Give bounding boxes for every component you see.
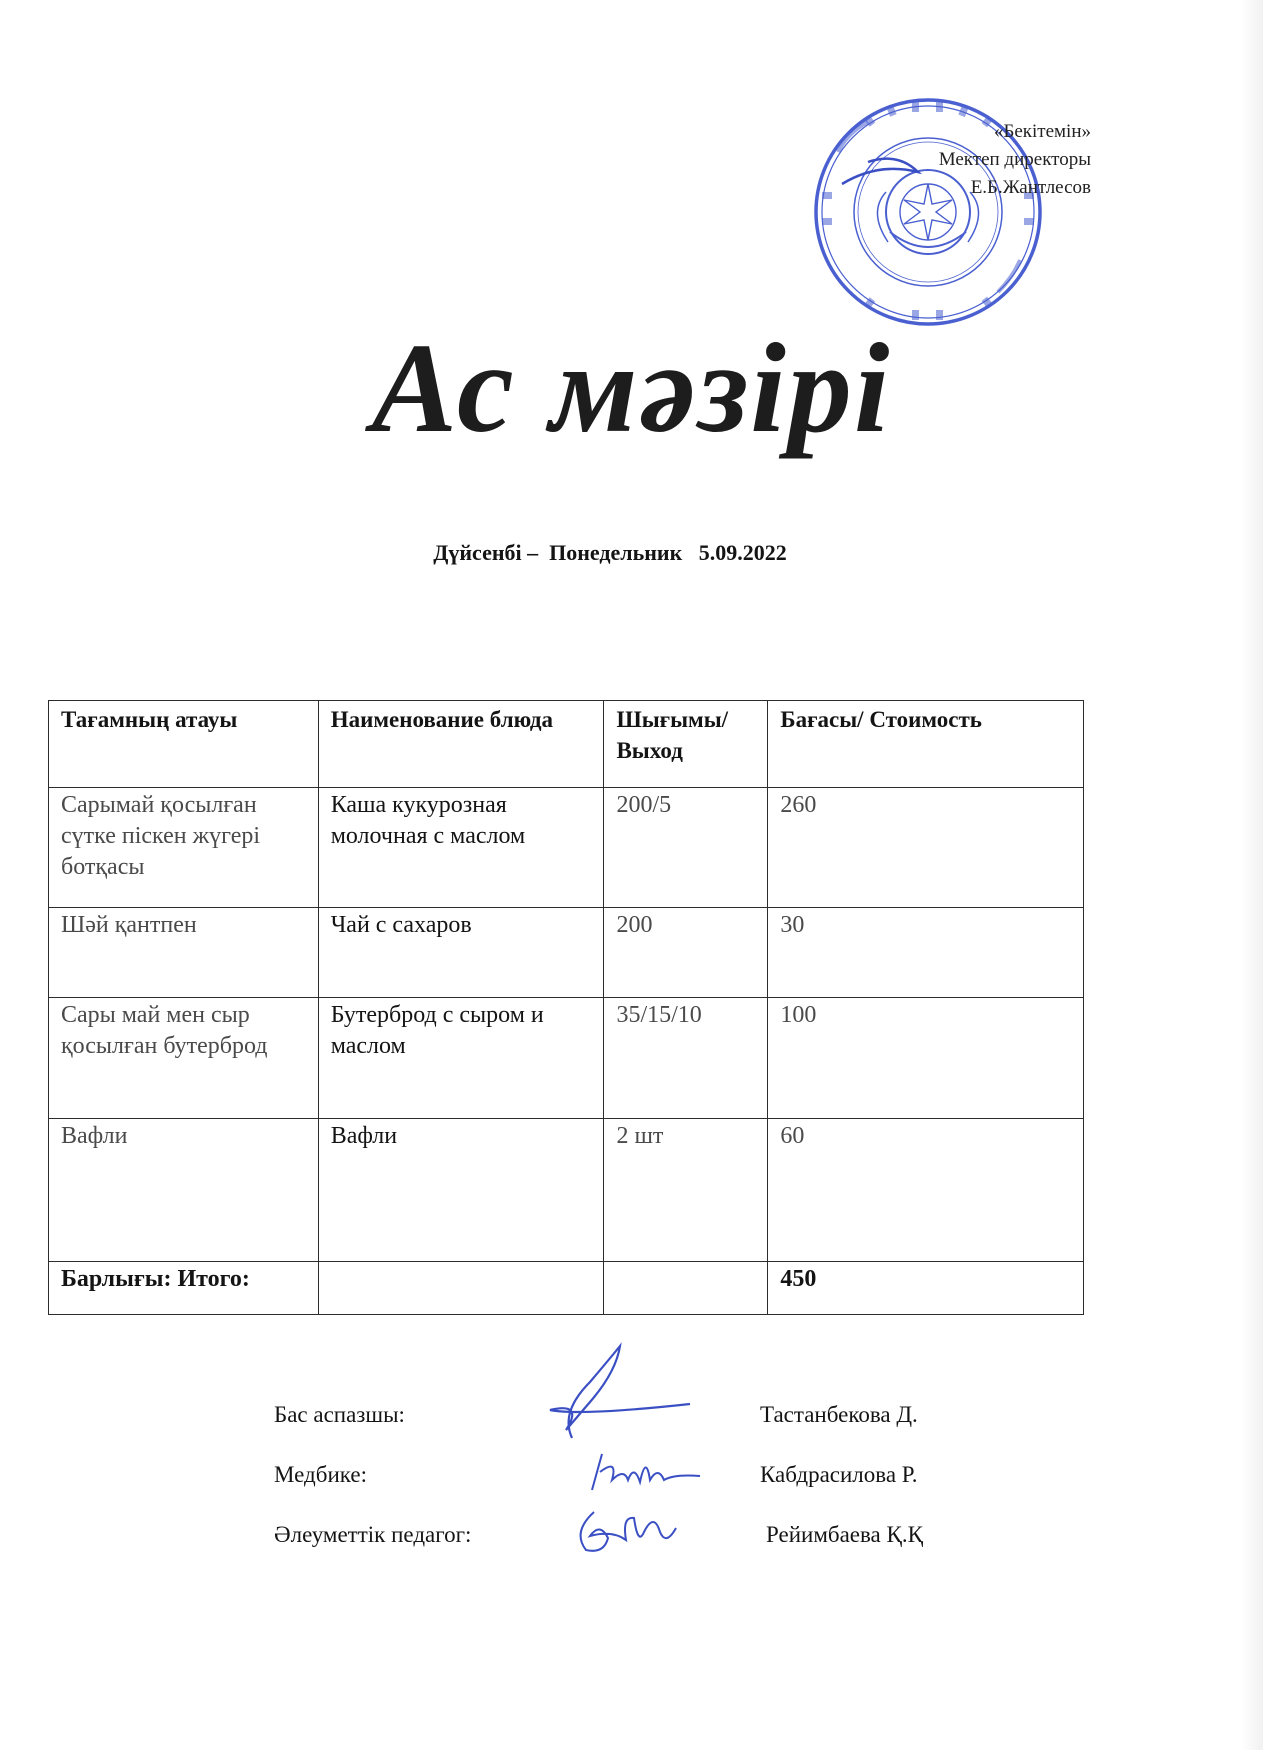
- handwritten-signature-icon: [520, 1342, 700, 1442]
- header-name-kz: Тағамның атауы: [49, 701, 319, 788]
- cell-name-ru: Бутерброд с сыром и маслом: [318, 998, 604, 1119]
- table-row: [49, 908, 1084, 998]
- approval-line: Е.Б.Жантлесов: [970, 177, 1091, 198]
- signature-name: Тастанбекова Д.: [760, 1402, 918, 1427]
- signature-role: Әлеуметтік педагог:: [274, 1522, 472, 1547]
- cell-output: 200/5: [604, 788, 768, 908]
- table-row: [49, 1119, 1084, 1262]
- cell-name-ru: Чай с сахаров: [318, 908, 604, 998]
- total-label: Барлығы: Итого:: [49, 1262, 319, 1315]
- scan-edge: [1241, 0, 1263, 1750]
- total-empty-cell: [604, 1262, 768, 1315]
- handwritten-signature-icon: [564, 1502, 684, 1558]
- handwritten-signature-icon: [574, 1446, 704, 1496]
- cell-output: 35/15/10: [604, 998, 768, 1119]
- signature-role: Бас аспазшы:: [274, 1402, 405, 1427]
- total-empty-cell: [318, 1262, 604, 1315]
- cell-name-ru: Вафли: [318, 1119, 604, 1262]
- cell-name-kz: Сары май мен сыр қосылған бутерброд: [49, 998, 319, 1119]
- signature-role: Медбике:: [274, 1462, 367, 1487]
- table-header-row: [49, 701, 1084, 788]
- menu-table: [48, 700, 1084, 1315]
- signature-name: Кабдрасилова Р.: [760, 1462, 918, 1487]
- table-row: [49, 788, 1084, 908]
- cell-name-kz: Шәй қантпен: [49, 908, 319, 998]
- cell-name-kz: Сарымай қосылған сүтке піскен жүгері ботқасы: [49, 788, 319, 908]
- cell-price: 260: [768, 788, 1084, 908]
- cell-price: 60: [768, 1119, 1084, 1262]
- cell-output: 2 шт: [604, 1119, 768, 1262]
- cell-price: 100: [768, 998, 1084, 1119]
- day-date-line: Дүйсенбі – Понедельник 5.09.2022: [433, 540, 787, 565]
- header-output: Шығымы/ Выход: [604, 701, 768, 788]
- header-name-ru: Наименование блюда: [318, 701, 604, 788]
- cell-price: 30: [768, 908, 1084, 998]
- total-value: 450: [768, 1262, 1084, 1315]
- table-row: [49, 998, 1084, 1119]
- approval-line: «Бекітемін»: [993, 121, 1091, 142]
- cell-name-ru: Каша кукурозная молочная с маслом: [318, 788, 604, 908]
- header-price: Бағасы/ Стоимость: [768, 701, 1084, 788]
- table-total-row: [49, 1262, 1084, 1315]
- approval-line: Мектеп директоры: [938, 149, 1091, 170]
- signature-name: Рейимбаева Қ.Қ: [766, 1522, 923, 1547]
- approval-block: [939, 118, 1091, 202]
- cell-output: 200: [604, 908, 768, 998]
- cell-name-kz: Вафли: [49, 1119, 319, 1262]
- signatures-block: [274, 1402, 994, 1582]
- signature-row: [274, 1522, 994, 1582]
- page-title: Ас мәзірі: [371, 317, 892, 459]
